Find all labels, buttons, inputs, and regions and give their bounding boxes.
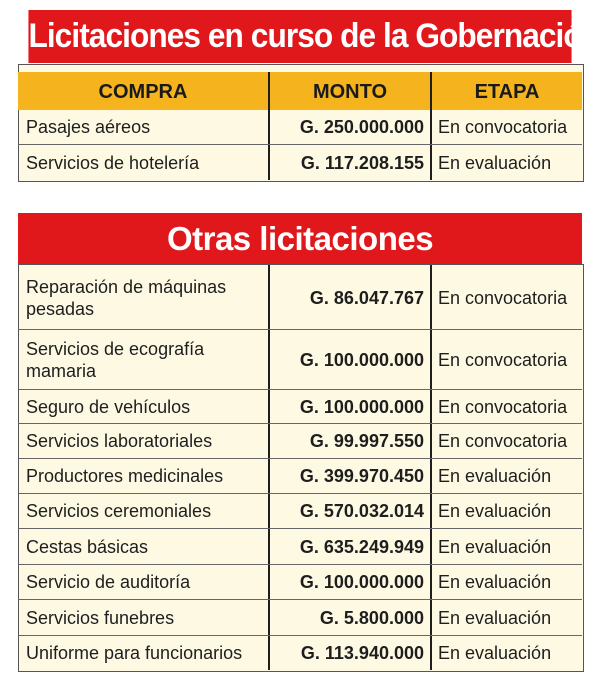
- row-etapa: En convocatoria: [438, 349, 568, 370]
- row-compra: Servicios de hotelería: [26, 152, 200, 173]
- table-row: [18, 565, 582, 599]
- row-compra: Servicio de auditoría: [26, 572, 191, 592]
- row-compra: Cestas básicas: [26, 536, 149, 557]
- row-etapa: En evaluación: [438, 572, 552, 592]
- row-monto: G. 86.047.767: [309, 287, 424, 308]
- row-etapa: En convocatoria: [438, 431, 568, 451]
- table-row: [18, 390, 582, 423]
- main-title-banner: [28, 10, 600, 63]
- table-row: [18, 529, 582, 564]
- table-row: [18, 145, 582, 180]
- row-monto: G. 117.208.155: [300, 152, 424, 173]
- row-compra: Servicios funebres: [26, 607, 175, 628]
- row-compra: Reparación de máquinas pesadas: [26, 276, 227, 319]
- table-row: [18, 636, 582, 670]
- other-tenders-title: Otras licitaciones: [166, 220, 434, 257]
- row-compra: Servicios ceremoniales: [26, 501, 212, 521]
- row-compra: Pasajes aéreos: [26, 117, 151, 137]
- row-compra: Productores medicinales: [26, 466, 224, 486]
- row-compra: Servicios laboratoriales: [26, 431, 213, 451]
- other-tenders-banner: [18, 213, 582, 265]
- row-monto: G. 99.997.550: [309, 431, 424, 451]
- row-compra: Servicios de ecografía mamaria: [26, 338, 205, 381]
- row-monto: G. 5.800.000: [319, 607, 424, 628]
- table-row: [18, 494, 582, 528]
- table-row: [18, 110, 582, 144]
- row-monto: G. 100.000.000: [299, 572, 424, 592]
- row-monto: G. 100.000.000: [299, 349, 424, 370]
- row-etapa: En evaluación: [438, 536, 552, 557]
- row-etapa: En evaluación: [438, 607, 552, 628]
- row-monto: G. 250.000.000: [299, 117, 424, 137]
- row-etapa: En evaluación: [438, 466, 552, 486]
- column-header-compra: COMPRA: [98, 81, 188, 103]
- main-title: Licitaciones en curso de la Gobernación: [28, 17, 600, 55]
- row-monto: G. 100.000.000: [299, 396, 424, 417]
- table-header: [18, 72, 582, 110]
- row-etapa: En evaluación: [438, 643, 552, 663]
- column-header-monto: MONTO: [312, 81, 388, 103]
- table-row: [18, 424, 582, 458]
- row-etapa: En evaluación: [438, 152, 552, 173]
- row-etapa: En convocatoria: [438, 287, 568, 308]
- row-compra: Seguro de vehículos: [26, 396, 191, 417]
- row-etapa: En convocatoria: [438, 396, 568, 417]
- table-row: [18, 266, 582, 329]
- table-row: [18, 459, 582, 493]
- row-compra: Uniforme para funcionarios: [26, 643, 243, 663]
- row-monto: G. 570.032.014: [299, 501, 424, 521]
- column-header-etapa: ETAPA: [474, 81, 540, 103]
- table-row: [18, 600, 582, 635]
- table-row: [18, 330, 582, 389]
- row-etapa: En convocatoria: [438, 117, 568, 137]
- row-monto: G. 399.970.450: [299, 466, 424, 486]
- row-etapa: En evaluación: [438, 501, 552, 521]
- row-monto: G. 635.249.949: [299, 536, 424, 557]
- row-monto: G. 113.940.000: [300, 643, 424, 663]
